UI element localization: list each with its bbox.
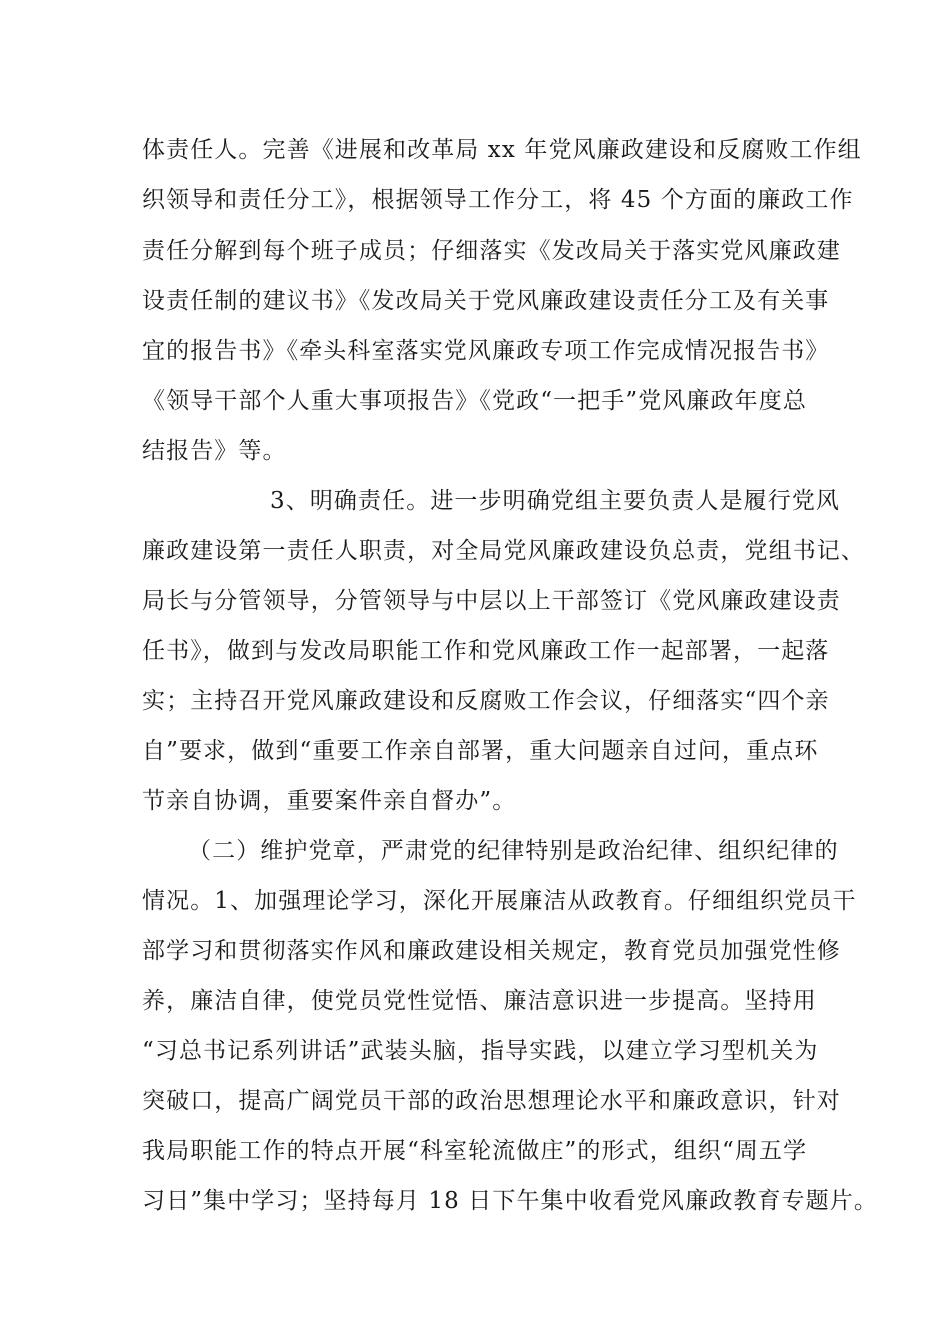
text-line: 《领导干部个人重大事项报告》《党政“一把手”党风廉政年度总 <box>142 388 807 414</box>
text-line: 责任分解到每个班子成员；仔细落实《发改局关于落实党风廉政建 <box>142 238 841 264</box>
text-line: 廉政建设第一责任人职责，对全局党风廉政建设负总责，党组书记、 <box>142 538 865 564</box>
text-line: 结报告》等。 <box>142 438 287 464</box>
text-line: 部学习和贯彻落实作风和廉政建设相关规定，教育党员加强党性修 <box>142 938 841 964</box>
text-line: 体责任人。完善《进展和改革局 xx 年党风廉政建设和反腐败工作组 <box>142 137 862 163</box>
text-line: 情况。1、加强理论学习，深化开展廉洁从政教育。仔细组织党员干 <box>142 888 857 914</box>
paragraph-heading-line: 3、明确责任。进一步明确党组主要负责人是履行党风 <box>270 488 841 514</box>
text-line: 养，廉洁自律，使党员党性觉悟、廉洁意识进一步提高。坚持用 <box>142 988 817 1014</box>
text-line: 节亲自协调，重要案件亲自督办”。 <box>142 788 517 814</box>
text-line: 实；主持召开党风廉政建设和反腐败工作会议，仔细落实“四个亲 <box>142 688 830 714</box>
text-line: 宜的报告书》《牵头科室落实党风廉政专项工作完成情况报告书》 <box>142 338 830 364</box>
text-line: 局长与分管领导，分管领导与中层以上干部签订《党风廉政建设责 <box>142 588 841 614</box>
section-heading-line: （二）维护党章，严肃党的纪律特别是政治纪律、组织纪律的 <box>188 838 839 864</box>
text-line: 自”要求，做到“重要工作亲自部署，重大问题亲自过问，重点环 <box>142 738 819 764</box>
text-line: 习日”集中学习；坚持每月 18 日下午集中收看党风廉政教育专题片。 <box>142 1188 878 1214</box>
text-line: “习总书记系列讲话”武装头脑，指导实践，以建立学习型机关为 <box>142 1038 819 1064</box>
text-line: 我局职能工作的特点开展“科室轮流做庄”的形式，组织“周五学 <box>142 1138 808 1164</box>
text-line: 织领导和责任分工》，根据领导工作分工，将 45 个方面的廉政工作 <box>142 187 854 213</box>
text-line: 突破口，提高广阔党员干部的政治思想理论水平和廉政意识，针对 <box>142 1088 841 1114</box>
text-line: 设责任制的建议书》《发改局关于党风廉政建设责任分工及有关事 <box>142 288 830 314</box>
text-line: 任书》，做到与发改局职能工作和党风廉政工作一起部署，一起落 <box>142 638 830 664</box>
